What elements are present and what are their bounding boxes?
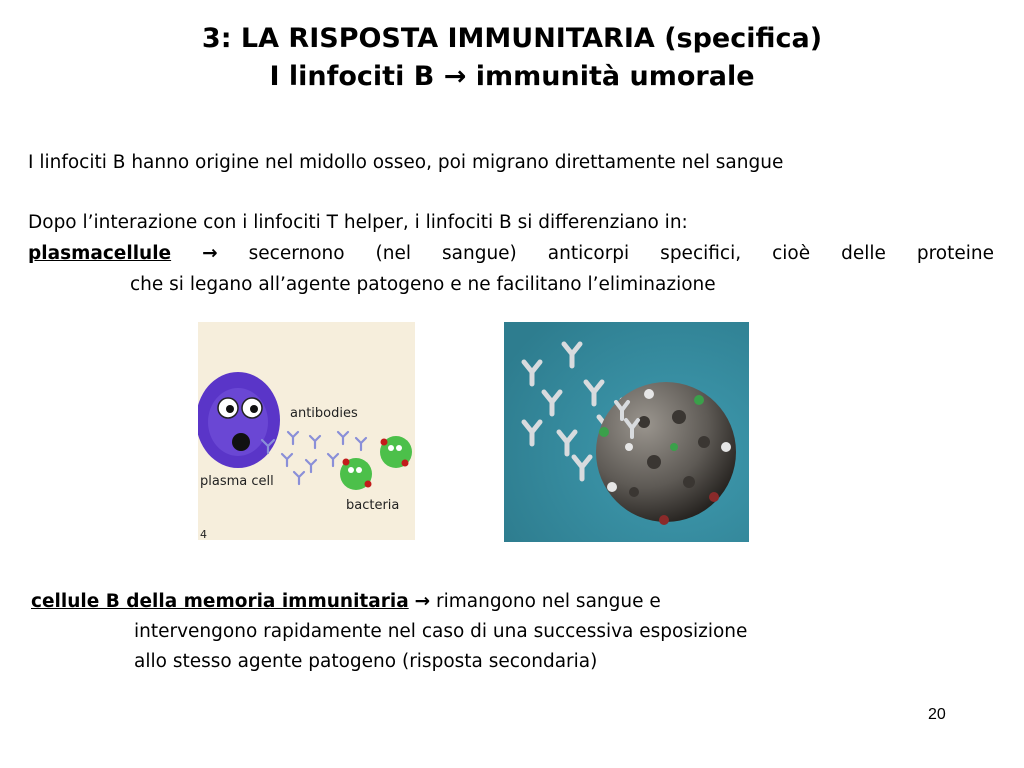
label-antibodies: antibodies [290,406,358,421]
slide-title-line1: 3: LA RISPOSTA IMMUNITARIA (specifica) [201,23,823,54]
bacterium-eye [396,445,402,451]
virus-spike-green [694,395,704,405]
plasma-cell-svg [198,322,415,540]
cell-pupil-right [250,405,258,413]
plasma-cell-term: plasmacellule [28,243,172,264]
memory-cell-desc: rimangono nel sangue e [435,591,661,612]
memory-cell-desc-cont1: intervengono rapidamente nel caso di una successiva esposizione [134,621,748,642]
virus-spike-white [721,442,731,452]
virus-spike-green [599,427,609,437]
virus-spike-white [607,482,617,492]
virus-spike-white [644,389,654,399]
cell-pupil-left [226,405,234,413]
arrow-right-icon: → [202,243,218,264]
arrow-right-icon: → [443,61,467,92]
paragraph-differentiation: Dopo l’interazione con i linfociti T helper, i linfociti B si differenziano in: [28,212,688,233]
bacterium-eye [388,445,394,451]
page-number: 20 [928,706,946,723]
title-line2-post: immunità umorale [475,61,755,92]
virus-bump [647,455,661,469]
virus-bump [683,476,695,488]
label-bacteria: bacteria [346,498,400,513]
plasma-cell-desc: secernono (nel sangue) anticorpi specifici, cioè delle proteine [248,243,995,264]
paragraph-origin: I linfociti B hanno origine nel midollo osseo, poi migrano direttamente nel sangue [28,152,784,173]
cell-mouth [232,433,250,451]
virus-spike-green [670,443,678,451]
bacterium-eye [348,467,354,473]
virus-svg [504,322,749,542]
memory-cell-line [31,589,661,615]
plasma-cell-desc-cont: che si legano all’agente patogeno e ne facilitano l’eliminazione [130,274,716,295]
plasma-cell-line [28,241,994,267]
virus-antibodies-illustration [504,322,749,542]
virus-bump [672,410,686,424]
virus-bump [698,436,710,448]
label-plasma-cell: plasma cell [200,474,274,489]
virus-spike-red [659,515,669,525]
antibody-tag [381,439,388,446]
virus-spike-red [709,492,719,502]
slide-title-line2 [0,60,1024,94]
corner-mark: 4 [200,528,207,540]
virus-bump [638,416,650,428]
arrow-right-icon: → [414,591,431,612]
antibody-tag [365,481,372,488]
antibody-tag [402,460,409,467]
title-line2-pre: I linfociti B [269,61,435,92]
virus-bump [629,487,639,497]
plasma-cell-illustration [198,322,415,540]
bacterium-eye [356,467,362,473]
virus-spike-white [625,443,633,451]
memory-cell-desc-cont2: allo stesso agente patogeno (risposta secondaria) [134,651,598,672]
antibody-tag [343,459,350,466]
memory-cell-term: cellule B della memoria immunitaria [31,591,409,612]
